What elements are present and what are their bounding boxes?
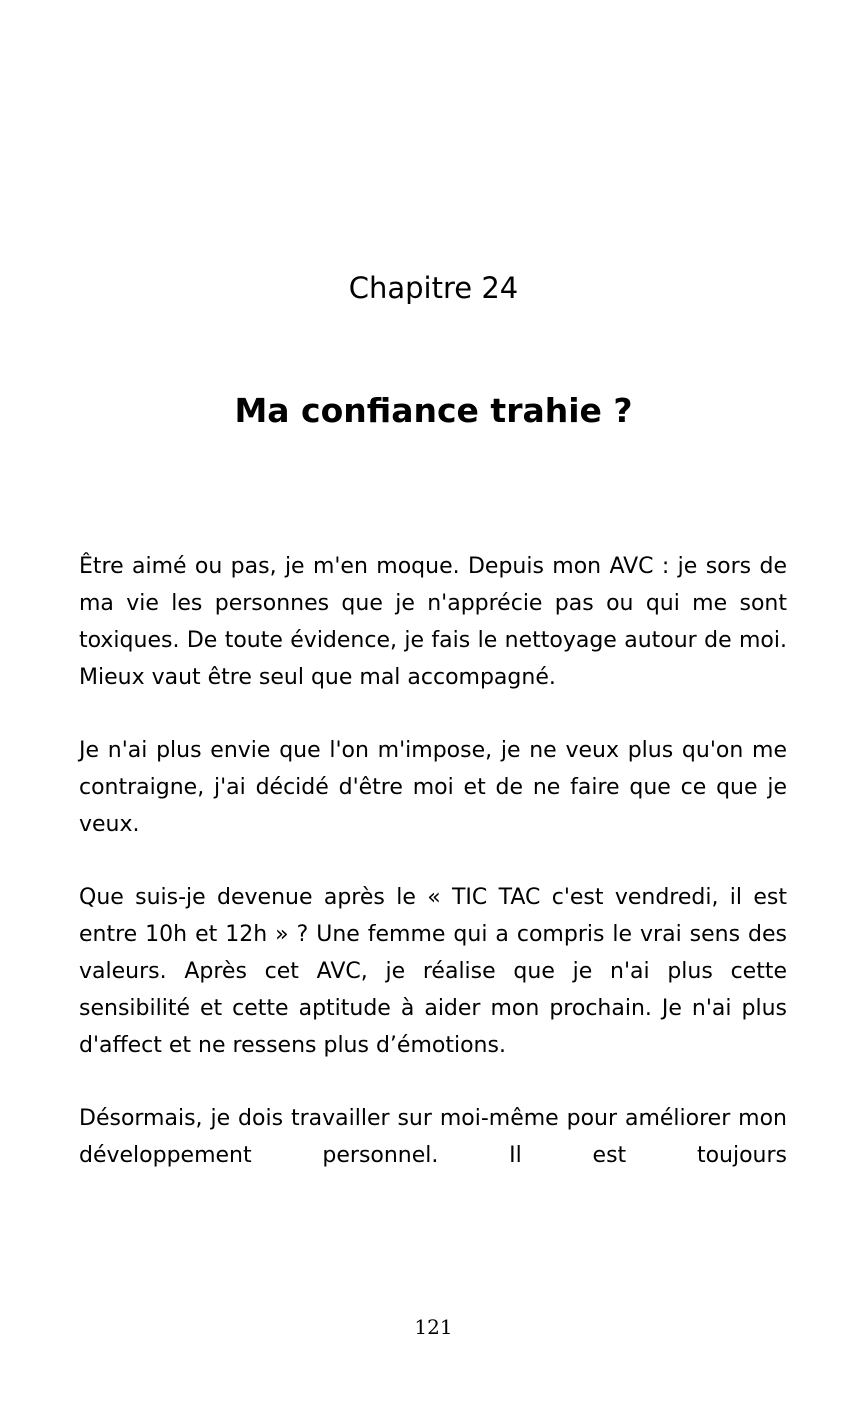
paragraph: Désormais, je dois travailler sur moi-même pour améliorer mon développement personnel. Il est toujours (79, 1106, 787, 1168)
chapter-title: Ma confiance trahie ? (234, 391, 633, 430)
chapter-number: Chapitre 24 (348, 271, 519, 305)
page-number: 121 (414, 1315, 453, 1339)
paragraph: Que suis-je devenue après le « TIC TAC c'est vendredi, il est entre 10h et 12h » ? Une femme qui a compris le vrai sens des valeurs. Après cet AVC, je réalise que je n'ai plus cette sensibilité et cette aptitude à aider mon prochain. Je n'ai plus d'affect et ne ressens plus d’émotions. (79, 885, 787, 1058)
paragraph: Je n'ai plus envie que l'on m'impose, je ne veux plus qu'on me contraigne, j'ai décidé d'être moi et de ne faire que ce que je veux. (79, 738, 787, 837)
chapter-body (79, 548, 787, 1210)
paragraph: Être aimé ou pas, je m'en moque. Depuis mon AVC : je sors de ma vie les personnes que je n'apprécie pas ou qui me sont toxiques. De toute évidence, je fais le nettoyage autour de moi. Mieux vaut être seul que mal accompagné. (79, 554, 787, 690)
